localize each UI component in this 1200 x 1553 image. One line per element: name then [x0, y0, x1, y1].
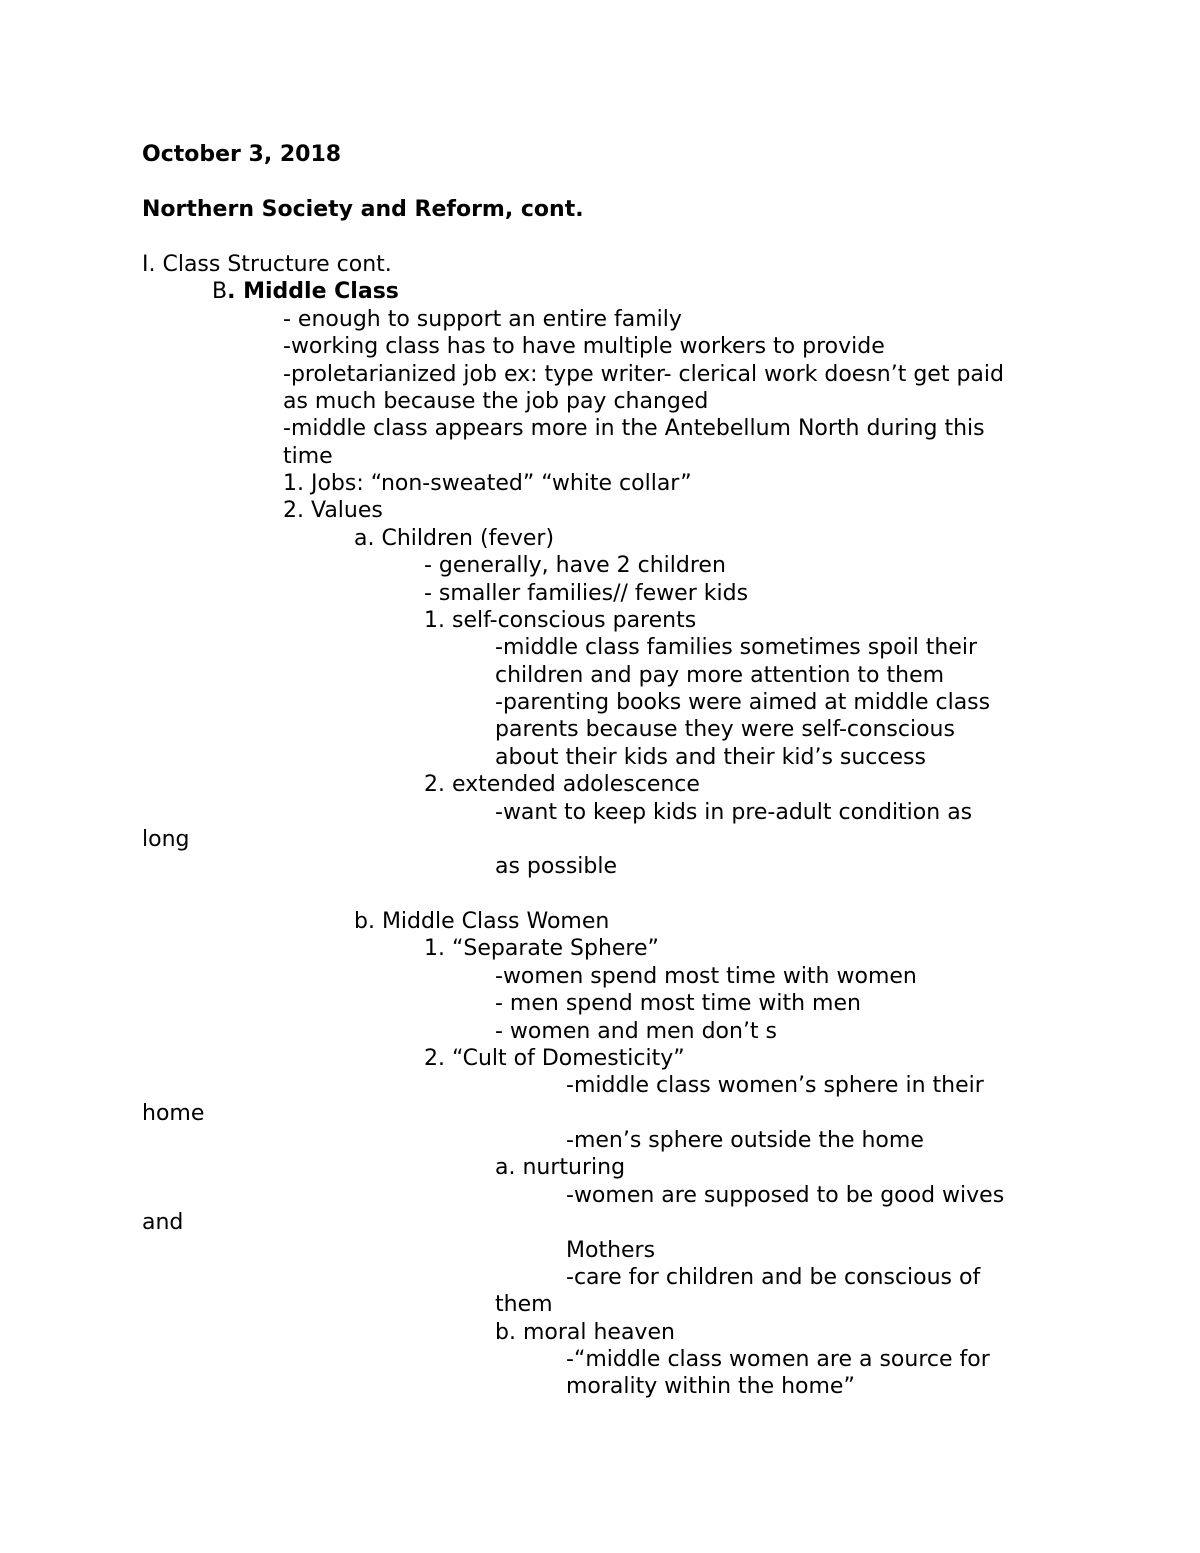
document-date: October 3, 2018 — [142, 142, 342, 167]
note-line: 1. self-conscious parents — [424, 608, 697, 633]
note-line: home — [142, 1101, 205, 1126]
outline-subheading — [212, 278, 399, 305]
note-line: a. nurturing — [495, 1155, 626, 1180]
note-line: morality within the home” — [566, 1374, 855, 1399]
note-line: -“middle class women are a source for — [566, 1347, 990, 1372]
note-line: about their kids and their kid’s success — [495, 745, 926, 770]
note-line: - smaller families// fewer kids — [424, 581, 749, 606]
note-line: 2. “Cult of Domesticity” — [424, 1046, 685, 1071]
note-line: -parenting books were aimed at middle class — [495, 690, 991, 715]
note-line: -proletarianized job ex: type writer- clerical work doesn’t get paid — [283, 362, 1004, 387]
note-line: -middle class women’s sphere in their — [566, 1073, 984, 1098]
note-line: -middle class appears more in the Antebellum North during this — [283, 416, 985, 441]
note-line: -middle class families sometimes spoil their — [495, 635, 978, 660]
note-line: - women and men don’t s — [495, 1019, 778, 1044]
note-line: as possible — [495, 854, 618, 879]
note-line: a. Children (fever) — [354, 526, 555, 551]
note-line: 2. extended adolescence — [424, 772, 700, 797]
note-line: 1. “Separate Sphere” — [424, 936, 659, 961]
note-line: -working class has to have multiple workers to provide — [283, 334, 885, 359]
note-line: parents because they were self-conscious — [495, 717, 955, 742]
note-line: 2. Values — [283, 498, 383, 523]
document-title: Northern Society and Reform, cont. — [142, 197, 584, 222]
note-line: them — [495, 1292, 553, 1317]
note-line: as much because the job pay changed — [283, 389, 709, 414]
note-line: -want to keep kids in pre-adult condition as — [495, 800, 973, 825]
note-line: time — [283, 444, 333, 469]
outline-subheading-title: . Middle Class — [227, 279, 399, 304]
outline-heading: I. Class Structure cont. — [142, 252, 392, 277]
note-line: -men’s sphere outside the home — [566, 1128, 924, 1153]
note-line: - generally, have 2 children — [424, 553, 726, 578]
note-line: -care for children and be conscious of — [566, 1265, 981, 1290]
note-line: long — [142, 827, 190, 852]
note-line: - enough to support an entire family — [283, 307, 682, 332]
note-line: Mothers — [566, 1238, 656, 1263]
note-line: 1. Jobs: “non-sweated” “white collar” — [283, 471, 692, 496]
note-line: b. moral heaven — [495, 1320, 675, 1345]
note-line: -women spend most time with women — [495, 964, 917, 989]
note-line: b. Middle Class Women — [354, 909, 610, 934]
note-line: and — [142, 1210, 184, 1235]
note-line: children and pay more attention to them — [495, 663, 945, 688]
note-line: -women are supposed to be good wives — [566, 1183, 1005, 1208]
outline-subheading-letter: B — [212, 279, 228, 304]
note-line: - men spend most time with men — [495, 991, 861, 1016]
